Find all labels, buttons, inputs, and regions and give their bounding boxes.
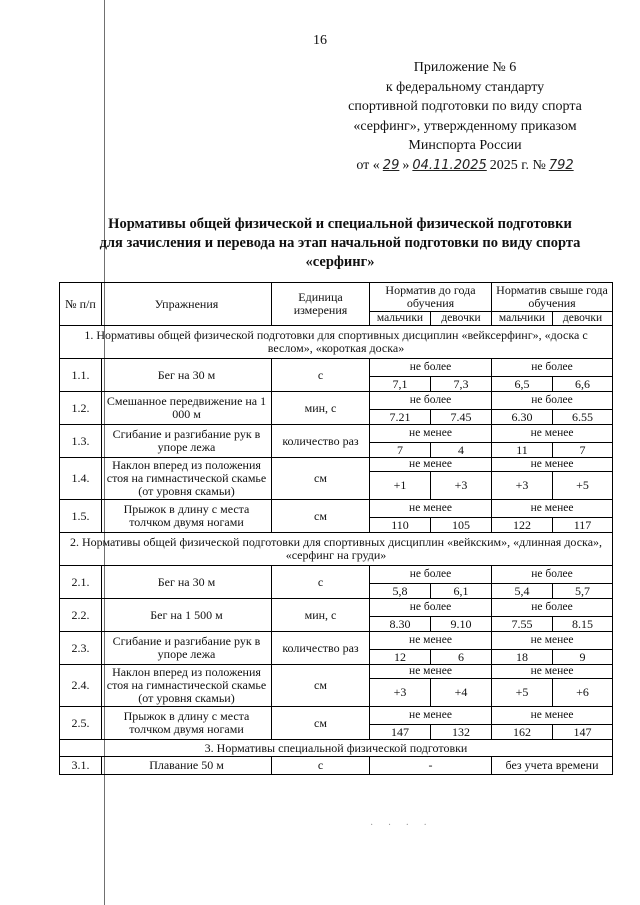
value-girls-over: 9 [553,650,613,665]
table-row [60,599,613,617]
row-unit: с [272,566,370,599]
row-num: 2.1. [60,566,102,599]
table-row [60,707,613,725]
value-girls-over: 5,7 [553,584,613,599]
row-unit: см [272,458,370,500]
row-exercise: Сгибание и разгибание рук в упоре лежа [102,425,272,458]
value-boys-first: 12 [370,650,431,665]
header-girls: девочки [431,312,492,326]
title-line-1: Нормативы общей физической и специальной физической подготовки [108,216,572,232]
table-row [60,458,613,472]
appendix-line-1: Приложение № 6 [413,60,517,75]
value-girls-first: 6,1 [431,584,492,599]
appendix-line-3: спортивной подготовки по виду спорта [348,99,582,114]
row-exercise: Смешанное передвижение на 1 000 м [102,392,272,425]
value-boys-first: 147 [370,725,431,740]
value-girls-over: +6 [553,679,613,707]
table-row [60,632,613,650]
row-unit: количество раз [272,632,370,665]
header-exercise: Упражнения [102,283,272,326]
norm-label: не менее [370,665,492,679]
row-exercise: Наклон вперед из положения стоя на гимнастической скамье (от уровня скамьи) [102,665,272,707]
norms-table [59,282,613,775]
section-row [60,533,613,566]
header-unit: Единица измерения [272,283,370,326]
section-row [60,326,613,359]
row-num: 1.2. [60,392,102,425]
norm-label: не менее [492,665,613,679]
row-unit: с [272,359,370,392]
row-num: 2.2. [60,599,102,632]
appendix-line-5: Минспорта России [408,138,522,153]
order-year: 2025 г. № [489,157,546,173]
value-boys-over: 18 [492,650,553,665]
value-girls-first: +4 [431,679,492,707]
value-boys-over: 162 [492,725,553,740]
norm-label: не менее [370,458,492,472]
order-prefix: от « [356,157,380,173]
value-girls-first: 7.45 [431,410,492,425]
value-boys-first: +1 [370,472,431,500]
section-3-title: 3. Нормативы специальной физической подготовки [60,740,613,757]
norm-label: не менее [492,707,613,725]
value-girls-over: 147 [553,725,613,740]
value-girls-over: +5 [553,472,613,500]
norm-label: не более [492,566,613,584]
value-girls-over: 7 [553,443,613,458]
title-line-2: для зачисления и перевода на этап начальной подготовки по виду спорта [99,235,581,251]
table-header-row [60,283,613,312]
row-num: 2.3. [60,632,102,665]
value-boys-over: +3 [492,472,553,500]
section-2-title: 2. Нормативы общей физической подготовки для спортивных дисциплин «вейкским», «длинная доска», «серфинг на груди» [60,533,613,566]
norm-label: не более [370,392,492,410]
row-exercise: Бег на 1 500 м [102,599,272,632]
row-unit: мин, с [272,392,370,425]
norm-label: не более [370,359,492,377]
order-day: 29 [382,157,400,173]
header-num: № п/п [60,283,102,326]
value-boys-first: 7,1 [370,377,431,392]
value-boys-over: 5,4 [492,584,553,599]
row-unit: см [272,500,370,533]
header-norm-over-year: Норматив свыше года обучения [492,283,613,312]
row-num: 3.1. [60,757,102,775]
header-boys: мальчики [492,312,553,326]
order-line [345,156,585,176]
row-exercise: Бег на 30 м [102,359,272,392]
value-girls-over: 117 [553,518,613,533]
norm-label: не более [492,392,613,410]
value-boys-over: 122 [492,518,553,533]
value-boys-over: 11 [492,443,553,458]
norm-label: не менее [370,500,492,518]
value-girls-first: 9.10 [431,617,492,632]
norm-label: не менее [492,500,613,518]
value-boys-first: +3 [370,679,431,707]
table-row [60,757,613,775]
row-unit: количество раз [272,425,370,458]
page-number: 16 [313,33,327,48]
norm-label: не менее [492,632,613,650]
row-num: 1.4. [60,458,102,500]
order-month: 04.11.2025 [412,157,487,173]
value-boys-first: 5,8 [370,584,431,599]
row-unit: мин, с [272,599,370,632]
value-girls-over: 6.55 [553,410,613,425]
value-girls-first: 132 [431,725,492,740]
table-row [60,566,613,584]
row-unit: см [272,665,370,707]
norm-label: не более [492,359,613,377]
value-girls-first: 105 [431,518,492,533]
header-norm-first-year: Норматив до года обучения [370,283,492,312]
value-boys-over: 6,5 [492,377,553,392]
row-exercise: Сгибание и разгибание рук в упоре лежа [102,632,272,665]
row-num: 1.5. [60,500,102,533]
norm-label: не более [492,599,613,617]
appendix-block [345,58,585,175]
row-num: 1.1. [60,359,102,392]
value-boys-first: 110 [370,518,431,533]
value-first-year: - [370,757,492,775]
row-unit: см [272,707,370,740]
norm-label: не более [370,599,492,617]
row-unit: с [272,757,370,775]
value-boys-over: +5 [492,679,553,707]
section-row [60,740,613,757]
value-girls-first: 4 [431,443,492,458]
table-row [60,392,613,410]
row-exercise: Бег на 30 м [102,566,272,599]
header-girls: девочки [553,312,613,326]
value-boys-first: 7 [370,443,431,458]
norm-label: не более [370,566,492,584]
value-boys-over: 6.30 [492,410,553,425]
norm-label: не менее [492,458,613,472]
title-line-3: «серфинг» [305,254,375,270]
value-girls-over: 6,6 [553,377,613,392]
header-boys: мальчики [370,312,431,326]
row-exercise: Прыжок в длину с места толчком двумя ногами [102,500,272,533]
value-girls-first: 7,3 [431,377,492,392]
value-girls-first: +3 [431,472,492,500]
order-mid: » [402,157,410,173]
order-number: 792 [548,157,574,173]
appendix-line-4: «серфинг», утвержденному приказом [353,118,577,134]
table-row [60,500,613,518]
norm-label: не менее [492,425,613,443]
table-row [60,359,613,377]
norm-label: не менее [370,707,492,725]
section-1-title: 1. Нормативы общей физической подготовки для спортивных дисциплин «вейксерфинг», «доска с веслом», «короткая доска» [60,326,613,359]
value-boys-first: 8.30 [370,617,431,632]
norm-label: не менее [370,425,492,443]
table-row [60,665,613,679]
value-boys-over: 7.55 [492,617,553,632]
value-girls-first: 6 [431,650,492,665]
document-title [60,215,620,272]
value-over-year: без учета времени [492,757,613,775]
appendix-line-2: к федеральному стандарту [385,79,545,95]
row-num: 2.5. [60,707,102,740]
row-num: 1.3. [60,425,102,458]
table-row [60,425,613,443]
value-girls-over: 8.15 [553,617,613,632]
row-exercise: Наклон вперед из положения стоя на гимнастической скамье (от уровня скамьи) [102,458,272,500]
row-num: 2.4. [60,665,102,707]
norm-label: не менее [370,632,492,650]
row-exercise: Прыжок в длину с места толчком двумя ногами [102,707,272,740]
scan-noise: · · · · [370,820,433,831]
value-boys-first: 7.21 [370,410,431,425]
row-exercise: Плавание 50 м [102,757,272,775]
